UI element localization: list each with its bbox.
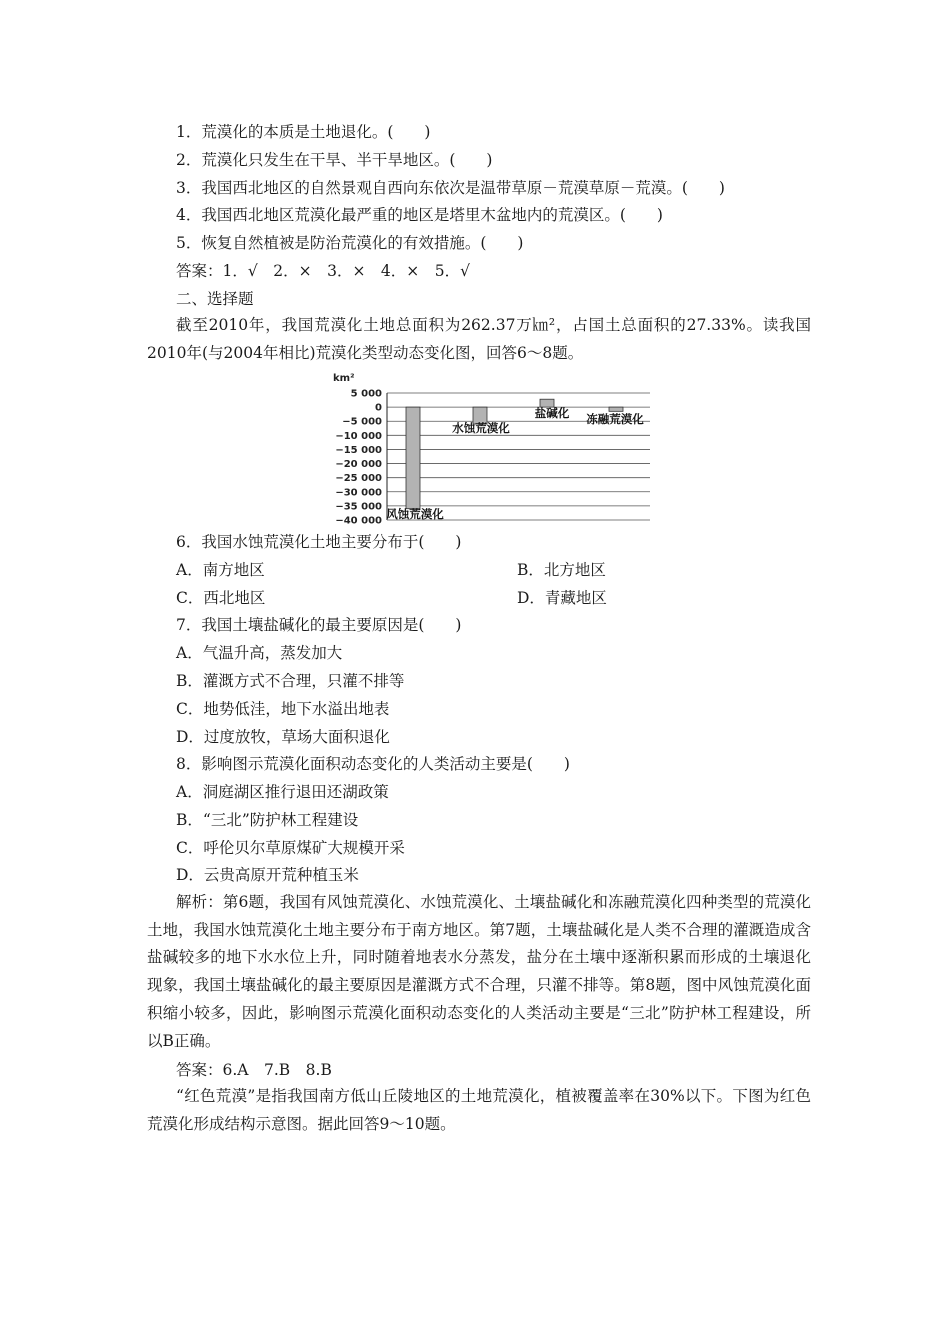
y-tick-label: −15 000: [335, 444, 382, 456]
q6-option-c: C．西北地区: [176, 589, 266, 607]
y-tick-label: −25 000: [335, 473, 382, 485]
category-label: 冻融荒漠化: [586, 412, 644, 426]
q6-option-b: B．北方地区: [517, 561, 606, 579]
q7-option-a: A．气温升高，蒸发加大: [176, 644, 343, 662]
q6-stem: 6．我国水蚀荒漠化土地主要分布于( ): [176, 533, 462, 551]
y-tick-label: −30 000: [335, 487, 382, 499]
y-tick-label: −10 000: [335, 430, 382, 442]
q7-option-c: C．地势低洼，地下水溢出地表: [176, 700, 390, 718]
category-label: 风蚀荒漠化: [386, 507, 444, 521]
q8-option-b: B．“三北”防护林工程建设: [176, 811, 359, 829]
red-desert-paragraph: “红色荒漠”是指我国南方低山丘陵地区的土地荒漠化，植被覆盖率在30%以下。下图为红色荒漠化形成结构示意图。据此回答9～10题。: [147, 1087, 811, 1133]
y-tick-label: −35 000: [335, 501, 382, 513]
judgement-q2: 2．荒漠化只发生在干旱、半干旱地区。( ): [176, 151, 493, 169]
q8-option-d: D．云贵高原开荒种植玉米: [176, 866, 359, 884]
q7-option-d: D．过度放牧，草场大面积退化: [176, 728, 390, 746]
category-label: 水蚀荒漠化: [452, 421, 510, 435]
analysis-paragraph: 解析：第6题，我国有风蚀荒漠化、水蚀荒漠化、土壤盐碱化和冻融荒漠化四种类型的荒漠化土地，我国水蚀荒漠化土地主要分布于南方地区。第7题，土壤盐碱化是人类不合理的灌溉造成含盐碱较多的地下水水位上升，同时随着地表水分蒸发，盐分在土壤中逐渐积累而形成的土壤退化现象，我国土壤盐碱化的最主要原因是灌溉方式不合理，只灌不排等。第8题，图中风蚀荒漠化面积缩小较多，因此，影响图示荒漠化面积动态变化的人类活动主要是“三北”防护林工程建设，所以B正确。: [147, 893, 811, 1050]
y-tick-label: −5 000: [342, 416, 382, 428]
desertification-change-chart: [325, 368, 655, 524]
y-tick-label: −20 000: [335, 459, 382, 471]
q8-stem: 8．影响图示荒漠化面积动态变化的人类活动主要是( ): [176, 755, 570, 773]
q8-option-c: C．呼伦贝尔草原煤矿大规模开采: [176, 839, 405, 857]
q7-stem: 7．我国土壤盐碱化的最主要原因是( ): [176, 616, 462, 634]
intro-paragraph: 截至2010年，我国荒漠化土地总面积为262.37万㎞²，占国土总面积的27.33%。读我国2010年(与2004年相比)荒漠化类型动态变化图，回答6～8题。: [147, 316, 811, 362]
q6-option-a: A．南方地区: [176, 561, 265, 579]
category-label: 盐碱化: [534, 406, 570, 420]
unit-label: km²: [333, 373, 355, 384]
bar-1: [406, 407, 420, 509]
y-tick-label: 5 000: [350, 388, 382, 400]
y-tick-label: −40 000: [335, 515, 382, 524]
q8-option-a: A．洞庭湖区推行退田还湖政策: [176, 783, 389, 801]
judgement-answer: 答案：1．√ 2．× 3．× 4．× 5．√: [176, 262, 471, 280]
judgement-q3: 3．我国西北地区的自然景观自西向东依次是温带草原－荒漠草原－荒漠。( ): [176, 179, 725, 197]
y-tick-label: 0: [375, 402, 382, 414]
q7-option-b: B．灌溉方式不合理，只灌不排等: [176, 672, 405, 690]
q6-option-d: D．青藏地区: [517, 589, 607, 607]
bar-4: [609, 407, 623, 411]
judgement-q1: 1．荒漠化的本质是土地退化。( ): [176, 123, 431, 141]
section2-title: 二、选择题: [176, 290, 254, 308]
judgement-q4: 4．我国西北地区荒漠化最严重的地区是塔里木盆地内的荒漠区。( ): [176, 206, 663, 224]
judgement-q5: 5．恢复自然植被是防治荒漠化的有效措施。( ): [176, 234, 524, 252]
answer-6-8: 答案：6.A 7.B 8.B: [176, 1061, 332, 1079]
